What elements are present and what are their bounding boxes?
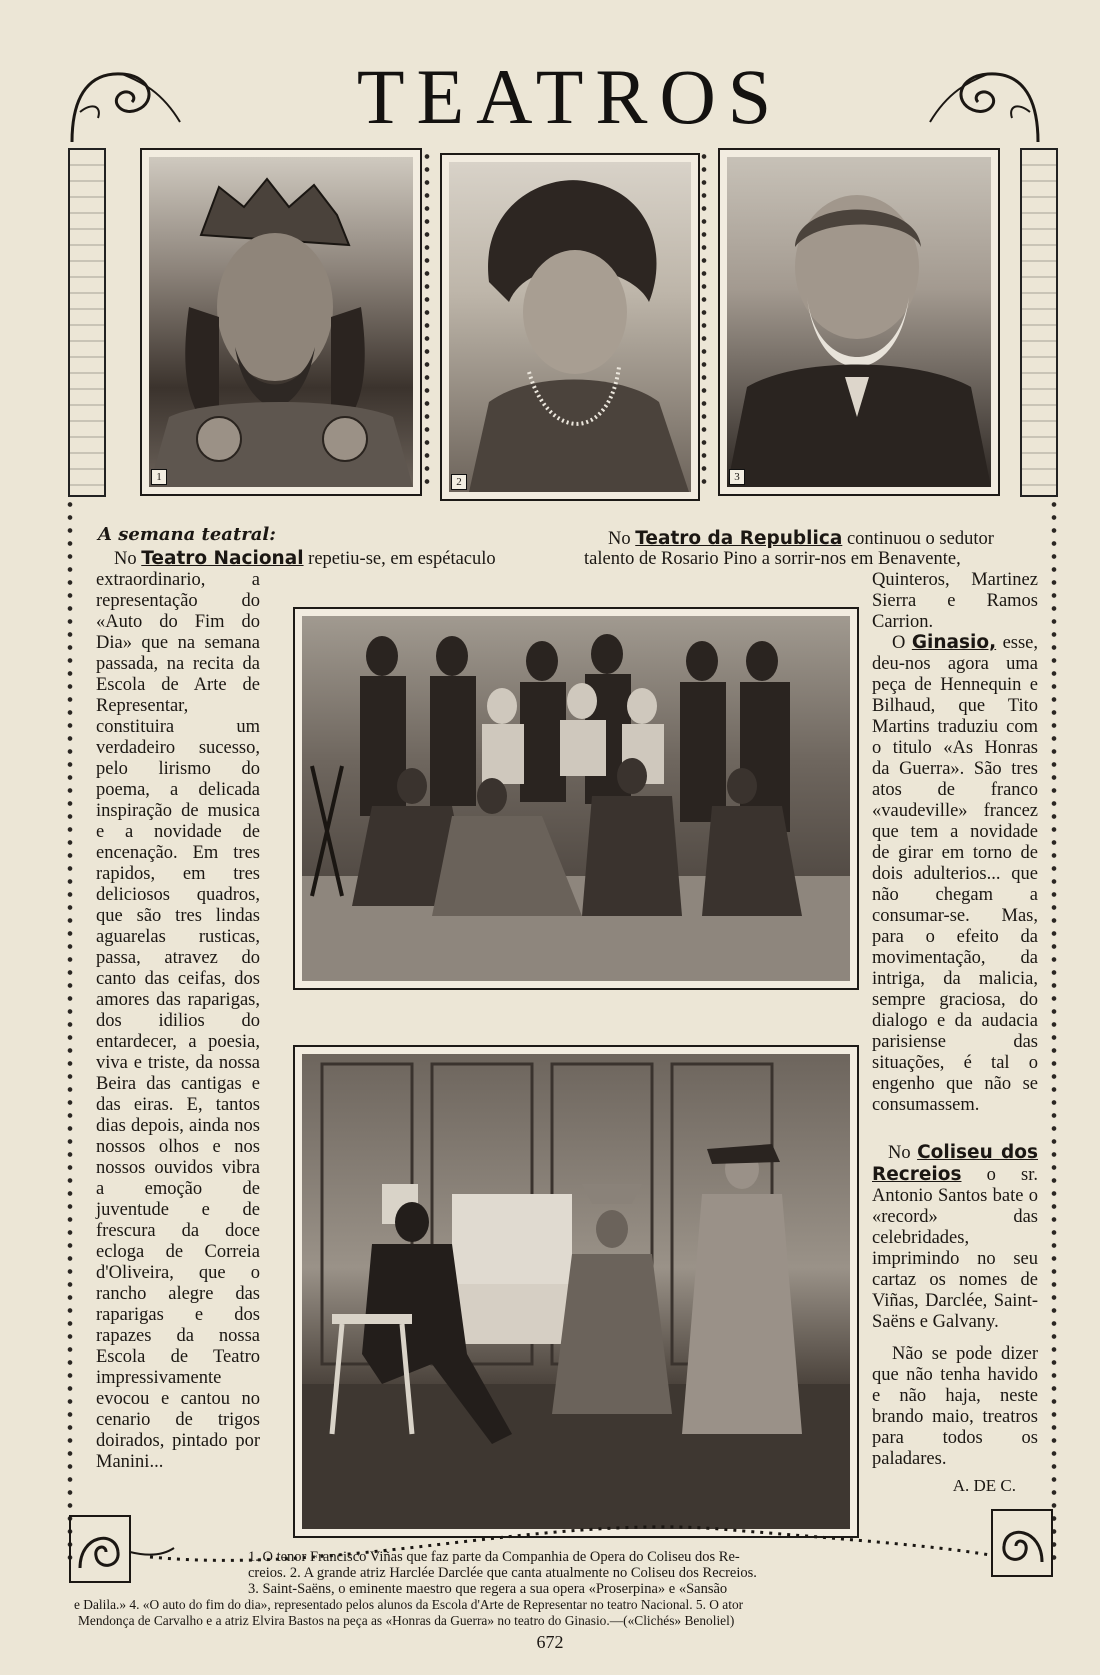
stage-scene-figures — [302, 1054, 850, 1529]
portrait-actress-darclee — [440, 153, 700, 501]
closing-body: Não se pode dizer que não tenha havido e não haja, neste brando maio, treatros para todos os paladares. — [872, 1344, 1038, 1469]
portrait-number: 1 — [151, 469, 167, 485]
portrait-actress-figure — [449, 162, 691, 492]
republica-lead: No — [608, 529, 631, 549]
portrait-saint-saens — [718, 148, 1000, 496]
section-heading: A semana teatral: — [98, 524, 276, 545]
photo-auto-do-fim-do-dia — [293, 607, 859, 990]
coliseu-lead: No — [888, 1143, 911, 1163]
right-column-line2: talento de Rosario Pino a sorrir-nos em Benavente, — [584, 549, 961, 569]
right-column-coliseu — [872, 1142, 1038, 1352]
portrait-tenor-vinas — [140, 148, 422, 496]
right-ornamental-border — [1020, 148, 1058, 497]
caption-line-2: creios. 2. A grande atriz Harclée Darclée que canta atualmente no Coliseu dos Recreios. — [248, 1565, 757, 1581]
left-dotted-border — [66, 498, 74, 1568]
portrait-tenor-figure — [149, 157, 413, 487]
page-number: 672 — [536, 1632, 564, 1652]
caption-line-4: e Dalila.» 4. «O auto do fim do dia», representado pelos alunos da Escola d'Arte de Representar no teatro Nacional. 5. O ator — [74, 1597, 744, 1612]
left-column-body: extraordinario, a representação do «Auto do Fim do Dia» que na semana passada, na recita da Escola de Arte de Representar, constituira um verdadeiro sucesso, pelo lirismo do poema, a delicada inspiração de musica e a novidade de encenação. Em tres rapidos, em tres deliciosos quadros, que são tres lindas aguarelas rusticas, passa, atravez do canto das ceifas, dos amores das raparigas, dos idilios do entardecer, a poesia, viva e triste, da nossa Beira das cantigas e das eiras. E, tantos dias depois, ainda nos nossos olhos e nos nossos ouvidos vibra a emoção de juventude e de frescura da doce ecloga de Correia d'Oliveira, que o rancho alegre das raparigas e dos rapazes da nossa Escola de Teatro impressivamente evocou e cantou no cenario de trigos doirados, pintado por Manini... — [96, 570, 260, 1472]
caption-line-5: Mendonça de Carvalho e a atriz Elvira Bastos na peça as «Honras da Guerra» no teatro do Ginasio.—(«Clichés» Benoliel) — [78, 1613, 735, 1628]
right-column-body-1: Quinteros, Martinez Sierra e Ramos Carrion. — [872, 570, 1038, 632]
right-column-closing — [872, 1344, 1038, 1470]
dotted-separator — [700, 150, 708, 490]
opening-rest: repetiu-se, em espétaculo — [308, 549, 496, 569]
left-column-opening — [96, 548, 556, 570]
author-signature: A. DE C. — [952, 1476, 1016, 1495]
ginasio-lead: O — [892, 633, 906, 653]
group-photo-figures — [302, 616, 850, 981]
opening-lead: No — [114, 549, 137, 569]
republica-rest: continuou o sedutor — [846, 529, 994, 549]
theatre-name-nacional: Teatro Nacional — [141, 548, 304, 569]
scroll-ornament-top-left — [62, 62, 182, 152]
caption-line-3: 3. Saint-Saëns, o eminente maestro que regera a sua opera «Proserpina» e «Sansão — [248, 1581, 728, 1597]
left-ornamental-border — [68, 148, 106, 497]
photo-honras-da-guerra — [293, 1045, 859, 1538]
right-column-opening — [584, 528, 1036, 550]
portrait-number: 2 — [451, 474, 467, 490]
right-dotted-border — [1050, 498, 1058, 1568]
portrait-maestro-figure — [727, 157, 991, 487]
page-title: TEATROS — [356, 53, 784, 140]
ginasio-body: esse, deu-nos agora uma peça de Hennequin e Bilhaud, que Tito Martins traduziu com o titulo «As Honras da Guerra». São tres atos de franco «vaudeville» francez que tem a novidade de girar em torno de dois adulterios... que não chegam a consumar-se. Mas, para o efeito da movimentação, da intriga, da malicia, sempre graciosa, do dialogo e da audacia parisiense das situações, é tal o engenho que não se consumassem. — [872, 633, 1039, 1115]
scroll-ornament-top-right — [928, 62, 1048, 152]
portrait-number: 3 — [729, 469, 745, 485]
caption-line-1: 1. O tenor Francisco Viñas que faz parte da Companhia de Opera do Coliseu dos Re- — [248, 1549, 740, 1565]
right-column-ginasio — [872, 632, 1038, 1142]
theatre-name-republica: Teatro da Republica — [635, 528, 843, 549]
theatre-name-coliseu: Coliseu dos Recreios — [872, 1142, 1039, 1185]
theatre-name-ginasio: Ginasio, — [911, 632, 997, 653]
coliseu-body: o sr. Antonio Santos bate o «record» das celebridades, imprimindo no seu cartaz os nomes de Viñas, Darclée, Saint-Saëns e Galvany. — [872, 1165, 1038, 1332]
dotted-separator — [423, 150, 431, 490]
